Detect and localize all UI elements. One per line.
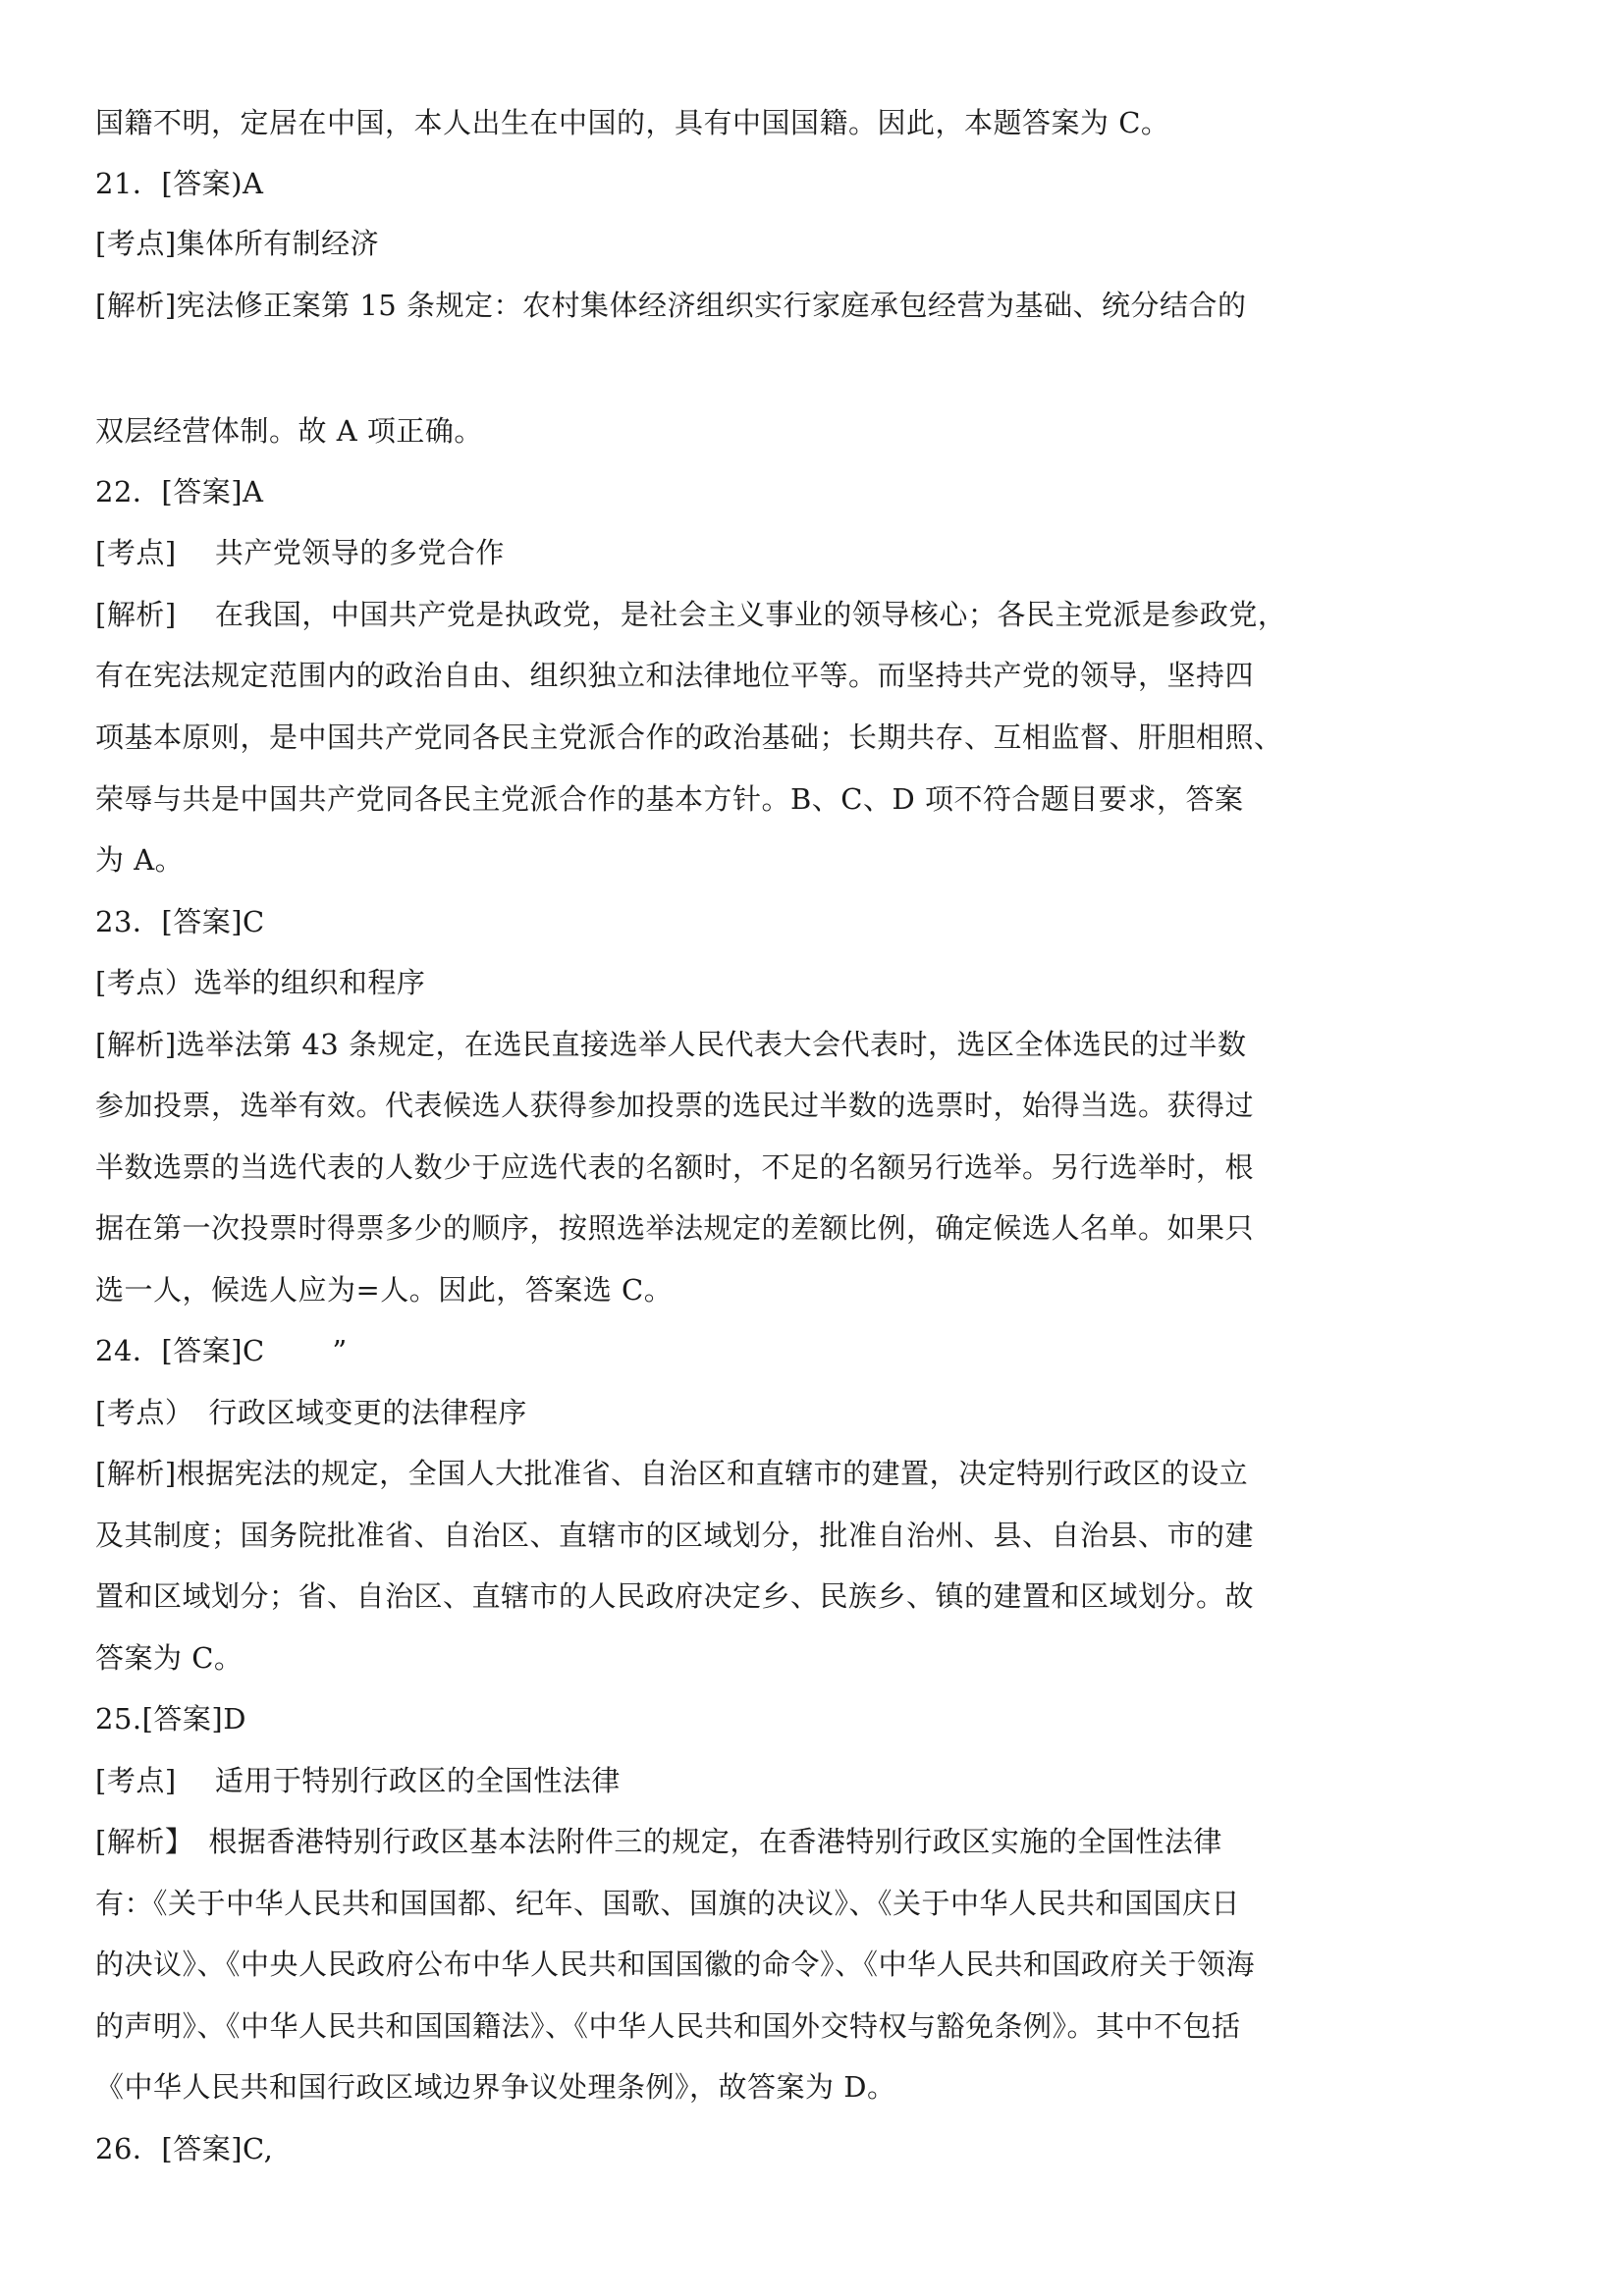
text-line: 答案为 C。 — [95, 1641, 244, 1675]
text-line: 的声明》、《中华人民共和国国籍法》、《中华人民共和国外交特权与豁免条例》。其中不包括 — [95, 2009, 1241, 2043]
topic-line: [考点] 适用于特别行政区的全国性法律 — [95, 1764, 621, 1797]
text-line: 项基本原则，是中国共产党同各民主党派合作的政治基础；长期共存、互相监督、肝胆相照、 — [95, 721, 1283, 754]
text-line: 《中华人民共和国行政区域边界争议处理条例》，故答案为 D。 — [95, 2070, 896, 2104]
text-line: 国籍不明，定居在中国，本人出生在中国的，具有中国国籍。因此，本题答案为 C。 — [95, 106, 1170, 139]
text-line: 半数选票的当选代表的人数少于应选代表的名额时，不足的名额另行选举。另行选举时，根 — [95, 1150, 1255, 1184]
answer-heading: 23．[答案]C — [95, 905, 265, 938]
analysis-line: [解析] 在我国，中国共产党是执政党，是社会主义事业的领导核心；各民主党派是参政党， — [95, 598, 1287, 631]
text-line: 参加投票，选举有效。代表候选人获得参加投票的选民过半数的选票时，始得当选。获得过 — [95, 1089, 1255, 1122]
answer-heading: 26．[答案]C, — [95, 2132, 274, 2165]
answer-heading: 22．[答案]A — [95, 475, 264, 508]
text-line: 荣辱与共是中国共产党同各民主党派合作的基本方针。B、C、D 项不符合题目要求，答案 — [95, 782, 1244, 816]
text-line: 及其制度；国务院批准省、自治区、直辖市的区域划分，批准自治州、县、自治县、市的建 — [95, 1519, 1255, 1552]
topic-line: [考点）选举的组织和程序 — [95, 966, 426, 999]
answer-heading: 25.[答案]D — [95, 1702, 246, 1735]
text-line: 有在宪法规定范围内的政治自由、组织独立和法律地位平等。而坚持共产党的领导，坚持四 — [95, 659, 1255, 692]
topic-line: [考点） 行政区域变更的法律程序 — [95, 1396, 527, 1429]
analysis-line: [解析]选举法第 43 条规定，在选民直接选举人民代表大会代表时，选区全体选民的过半数 — [95, 1028, 1247, 1061]
topic-line: [考点] 共产党领导的多党合作 — [95, 536, 505, 569]
analysis-line: [解析]根据宪法的规定，全国人大批准省、自治区和直辖市的建置，决定特别行政区的设立 — [95, 1457, 1249, 1490]
answer-heading: 24．[答案]C ” — [95, 1334, 348, 1367]
text-line: 为 A。 — [95, 843, 185, 877]
text-line: 置和区域划分；省、自治区、直辖市的人民政府决定乡、民族乡、镇的建置和区域划分。故 — [95, 1579, 1255, 1613]
topic-line: [考点]集体所有制经济 — [95, 227, 380, 260]
text-line: 双层经营体制。故 A 项正确。 — [95, 414, 483, 448]
text-line: 的决议》、《中央人民政府公布中华人民共和国国徽的命令》、《中华人民共和国政府关于领海 — [95, 1948, 1256, 1981]
analysis-line: [解析】 根据香港特别行政区基本法附件三的规定，在香港特别行政区实施的全国性法律 — [95, 1825, 1222, 1858]
text-line: 据在第一次投票时得票多少的顺序，按照选举法规定的差额比例，确定候选人名单。如果只 — [95, 1211, 1255, 1245]
answer-heading: 21．[答案)A — [95, 167, 264, 200]
text-line: 有：《关于中华人民共和国国都、纪年、国歌、国旗的决议》、《关于中华人民共和国国庆日 — [95, 1887, 1241, 1920]
text-line: 选一人，候选人应为=人。因此，答案选 C。 — [95, 1273, 674, 1307]
analysis-line: [解析]宪法修正案第 15 条规定：农村集体经济组织实行家庭承包经营为基础、统分结合的 — [95, 289, 1247, 322]
